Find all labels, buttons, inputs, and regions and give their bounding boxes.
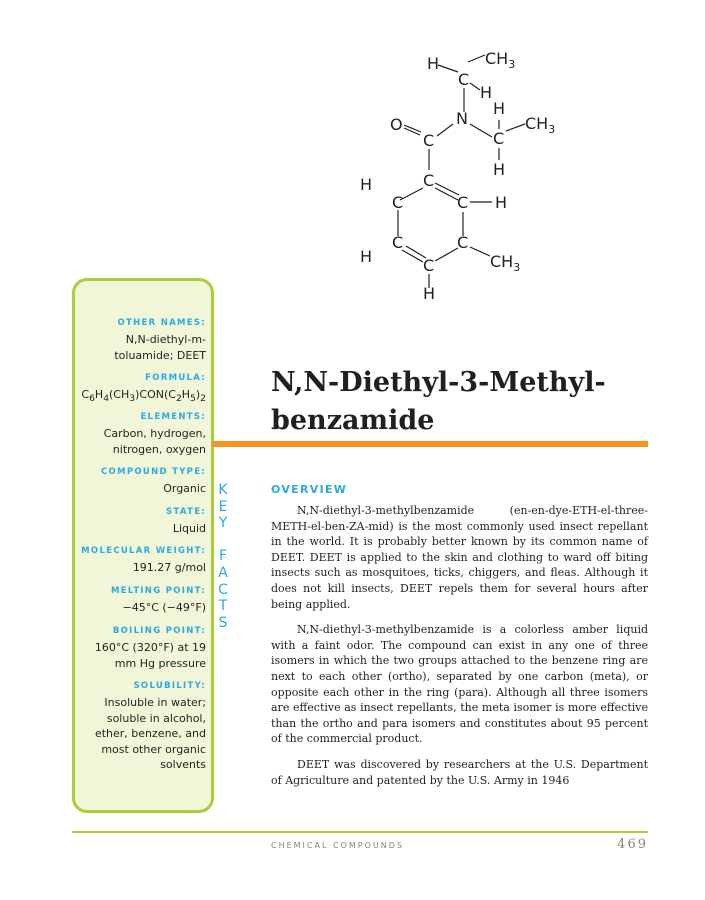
page-title-line: N,N-Diethyl-3-Methyl-: [271, 367, 606, 398]
fact-solubility: [95, 680, 206, 773]
structure-atoms: [360, 49, 555, 303]
atom-c: C: [392, 193, 404, 212]
page-number: 469: [617, 837, 648, 852]
paragraph: N,N-diethyl-3-methylbenzamide (en-en-dye-ETH-el-three-METH-el-ben-ZA-mid) is the most commonly used insect repellant in the world. It is probably better known by its common name of DEET. DEET is applied to the skin and clothing to ward off biting insects such as mosquitoes, ticks, chiggers, and fleas. Although it does not kill insects, DEET repels them for several hours after being applied.: [271, 504, 648, 611]
fact-value: Carbon, hydrogen,: [103, 427, 206, 440]
page-title: [271, 364, 651, 440]
fact-melting-point: [111, 585, 206, 616]
atom-ch3: $CH_3$: [485, 49, 516, 71]
fact-value: N,N-diethyl-m-: [125, 333, 206, 346]
atom-h: H: [493, 99, 506, 118]
vertical-label-letter: S: [218, 614, 228, 631]
vertical-label-letter: C: [218, 581, 228, 598]
atom-h: H: [493, 160, 506, 179]
fact-value: soluble in alcohol,: [106, 711, 206, 725]
fact-value: nitrogen, oxygen: [112, 442, 206, 456]
footer-divider: [72, 831, 648, 833]
page-title-line: benzamide: [271, 405, 435, 436]
structural-formula-diagram: [340, 40, 580, 310]
fact-value-formula: $C_6H_4(CH_3)CON(C_2H_5)_2$: [81, 388, 206, 405]
article-body: [271, 503, 648, 798]
fact-value: most other organic: [101, 742, 206, 756]
vertical-label-letter: K: [218, 482, 228, 498]
fact-value: 191.27 g/mol: [132, 561, 206, 574]
atom-c: C: [423, 131, 435, 150]
fact-value: mm Hg pressure: [114, 656, 206, 670]
atom-c: C: [423, 256, 435, 275]
fact-boiling-point: [95, 625, 206, 671]
paragraph: N,N-diethyl-3-methylbenzamide is a colorless amber liquid with a faint odor. The compound can exist in any one of three isomers in which the two groups attached to the benzene ring are next to each other (ortho), separated by one carbon (meta), or opposite each other in the ring (para). Although all three isomers are effective as insect repellants, the meta isomer is more effective than the ortho and para isomers and constitutes about 95 percent of the commercial product.: [271, 623, 648, 746]
fact-label: BOILING POINT:: [112, 626, 206, 636]
atom-ch3: $CH_3$: [490, 252, 521, 274]
atom-n: N: [456, 109, 468, 128]
running-footer-title: CHEMICAL COMPOUNDS: [271, 841, 404, 850]
fact-value: 160°C (320°F) at 19: [94, 641, 206, 654]
fact-label: STATE:: [166, 507, 206, 517]
section-heading-overview: OVERVIEW: [271, 483, 348, 496]
title-divider: [212, 441, 648, 447]
atom-h: H: [360, 175, 373, 194]
atom-c: C: [493, 129, 505, 148]
atom-c: C: [423, 171, 435, 190]
atom-c: C: [457, 233, 469, 252]
atom-h: H: [495, 193, 508, 212]
key-facts-vertical-label: [216, 482, 230, 631]
fact-value: ether, benzene, and: [94, 727, 206, 740]
fact-compound-type: [101, 466, 206, 497]
atom-h: H: [423, 284, 436, 303]
fact-formula: [81, 372, 206, 407]
fact-value: solvents: [160, 758, 206, 771]
vertical-label-letter: F: [218, 548, 228, 565]
fact-value: Insoluble in water;: [104, 696, 206, 709]
atom-h: H: [360, 247, 373, 266]
atom-h: H: [480, 83, 493, 102]
fact-value: Organic: [163, 482, 206, 495]
fact-label: ELEMENTS:: [140, 412, 206, 422]
atom-h: H: [427, 54, 440, 73]
vertical-label-letter: E: [218, 498, 228, 515]
fact-label: FORMULA:: [145, 373, 206, 383]
fact-state: [166, 506, 206, 537]
fact-value: −45°C (−49°F): [122, 601, 206, 614]
fact-value: Liquid: [172, 522, 206, 535]
atom-ch3: $CH_3$: [525, 114, 556, 136]
paragraph: DEET was discovered by researchers at the U.S. Department of Agriculture and patented by the U.S. Army in 1946: [271, 757, 648, 787]
atom-c: C: [458, 70, 470, 89]
vertical-label-letter: [216, 532, 230, 549]
vertical-label-letter: Y: [218, 515, 228, 532]
fact-label: OTHER NAMES:: [117, 318, 206, 328]
fact-molecular-weight: [81, 545, 206, 576]
atom-c: C: [457, 193, 469, 212]
fact-label: MOLECULAR WEIGHT:: [81, 546, 206, 556]
fact-label: SOLUBILITY:: [133, 681, 206, 691]
key-facts-sidebar: [72, 278, 214, 813]
fact-elements: [104, 411, 206, 457]
atom-c: C: [392, 233, 404, 252]
fact-label: MELTING POINT:: [111, 586, 206, 596]
fact-other-names: [114, 317, 206, 363]
fact-label: COMPOUND TYPE:: [101, 467, 206, 477]
vertical-label-letter: A: [218, 564, 228, 581]
fact-value: toluamide; DEET: [114, 348, 206, 362]
vertical-label-letter: T: [218, 598, 228, 615]
atom-o: O: [390, 115, 403, 134]
